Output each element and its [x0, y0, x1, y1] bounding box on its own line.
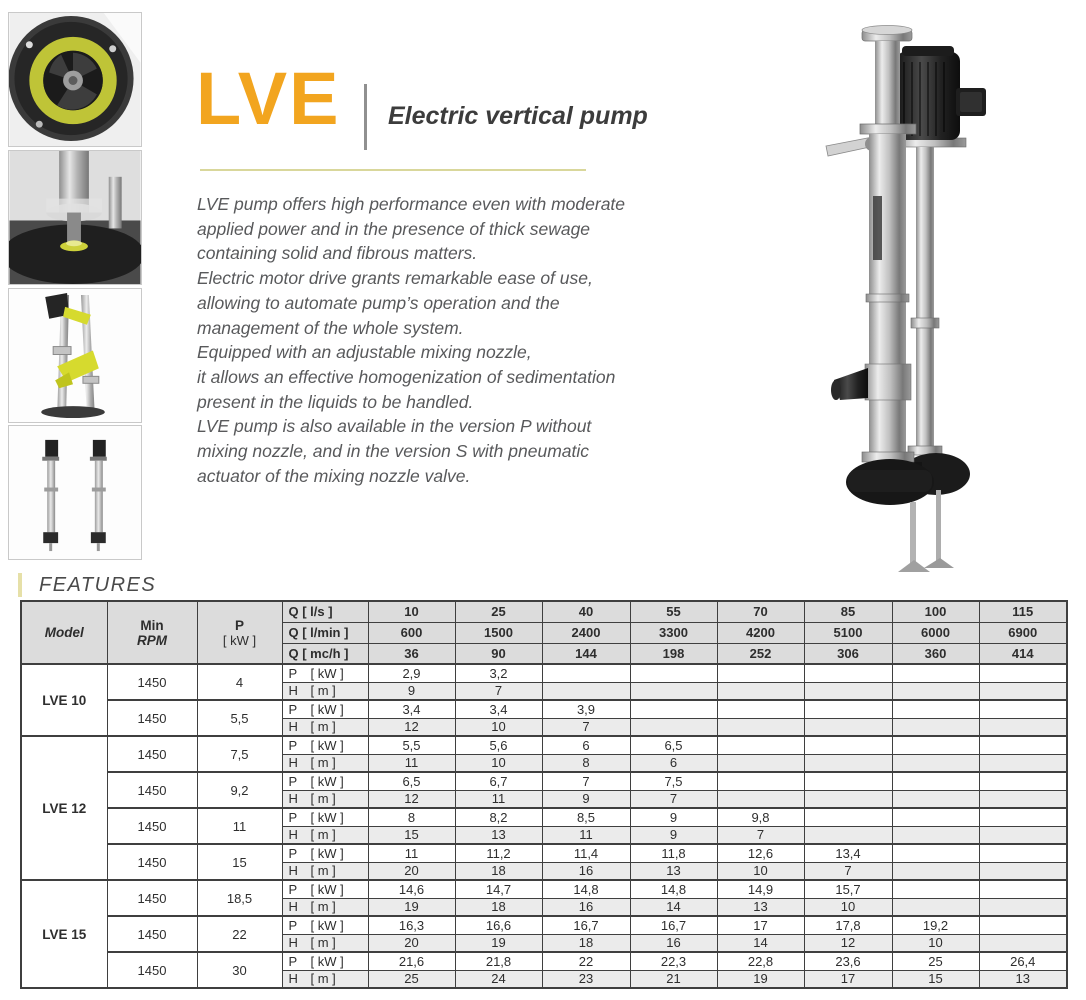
thumbnail-impeller-detail [8, 12, 142, 147]
flow-value-cell: 600 [368, 622, 455, 643]
flow-value-cell: 6000 [892, 622, 979, 643]
head-value-cell: 19 [717, 970, 804, 988]
power-value-cell: 14,8 [542, 880, 630, 898]
power-value-cell [717, 772, 804, 790]
power-value-cell [630, 700, 717, 718]
power-value-cell [892, 664, 979, 682]
power-value-cell: 23,6 [804, 952, 892, 970]
power-value-cell: 5,5 [368, 736, 455, 754]
head-value-cell: 11 [368, 754, 455, 772]
power-value-cell: 14,6 [368, 880, 455, 898]
h-row-label: H [ m ] [282, 718, 368, 736]
pump-product-figure [750, 0, 1086, 580]
power-value-cell [804, 664, 892, 682]
flow-unit-label: Q [ l/s ] [282, 601, 368, 622]
head-value-cell: 16 [542, 898, 630, 916]
head-value-cell: 13 [630, 862, 717, 880]
flow-value-cell: 10 [368, 601, 455, 622]
flow-value-cell: 414 [979, 643, 1067, 664]
flow-value-cell: 100 [892, 601, 979, 622]
head-value-cell [804, 682, 892, 700]
head-value-cell: 16 [630, 934, 717, 952]
power-value-cell: 8,5 [542, 808, 630, 826]
power-value-cell [717, 664, 804, 682]
power-value-cell: 15,7 [804, 880, 892, 898]
head-value-cell: 9 [542, 790, 630, 808]
head-value-cell: 13 [455, 826, 542, 844]
power-value-cell [542, 664, 630, 682]
power-value-cell: 14,8 [630, 880, 717, 898]
shaft-seal-detail-image [9, 151, 141, 284]
rpm-cell: 1450 [107, 664, 197, 700]
description-line: LVE pump is also available in the version P without [197, 416, 592, 437]
description-line: Equipped with an adjustable mixing nozzle, [197, 342, 532, 363]
flow-value-cell: 90 [455, 643, 542, 664]
title-divider-line [200, 169, 586, 171]
model-cell: LVE 10 [21, 664, 107, 736]
power-value-cell [717, 700, 804, 718]
head-value-cell [979, 862, 1067, 880]
h-row-label: H [ m ] [282, 934, 368, 952]
p-row-label: P [ kW ] [282, 880, 368, 898]
head-value-cell: 15 [368, 826, 455, 844]
product-subtitle: Electric vertical pump [388, 102, 648, 130]
head-value-cell: 14 [630, 898, 717, 916]
power-cell: 30 [197, 952, 282, 988]
head-value-cell: 7 [717, 826, 804, 844]
h-row-label: H [ m ] [282, 898, 368, 916]
pump-product-image [750, 0, 1086, 580]
head-value-cell: 17 [804, 970, 892, 988]
power-value-cell: 8,2 [455, 808, 542, 826]
power-value-cell [979, 700, 1067, 718]
head-value-cell [892, 682, 979, 700]
power-value-cell [804, 700, 892, 718]
product-title: LVE [196, 57, 341, 140]
power-value-cell: 11,8 [630, 844, 717, 862]
power-value-cell: 14,7 [455, 880, 542, 898]
rpm-cell: 1450 [107, 880, 197, 916]
power-value-cell: 26,4 [979, 952, 1067, 970]
head-value-cell: 24 [455, 970, 542, 988]
p-row-label: P [ kW ] [282, 952, 368, 970]
pump-versions-image [9, 426, 141, 559]
head-value-cell [630, 682, 717, 700]
head-value-cell: 23 [542, 970, 630, 988]
head-value-cell [979, 754, 1067, 772]
power-value-cell: 17 [717, 916, 804, 934]
power-value-cell [892, 880, 979, 898]
head-value-cell: 14 [717, 934, 804, 952]
head-value-cell: 19 [455, 934, 542, 952]
table-head [21, 601, 1067, 664]
head-value-cell [717, 754, 804, 772]
flow-unit-label: Q [ l/min ] [282, 622, 368, 643]
head-value-cell [542, 682, 630, 700]
power-value-cell: 21,6 [368, 952, 455, 970]
head-value-cell: 10 [892, 934, 979, 952]
head-value-cell [979, 682, 1067, 700]
features-accent-bar [18, 573, 22, 597]
flow-value-cell: 4200 [717, 622, 804, 643]
head-value-cell: 13 [717, 898, 804, 916]
description-line: applied power and in the presence of thick sewage [197, 218, 591, 239]
description-line: mixing nozzle, and in the version S with pneumatic [197, 441, 590, 462]
power-value-cell: 6,5 [368, 772, 455, 790]
performance-table [20, 600, 1068, 989]
features-heading: FEATURES [39, 573, 157, 596]
power-value-cell [979, 664, 1067, 682]
power-value-cell [979, 916, 1067, 934]
power-value-cell [979, 808, 1067, 826]
head-value-cell: 19 [368, 898, 455, 916]
description-line: present in the liquids to be handled. [197, 391, 474, 412]
flow-value-cell: 5100 [804, 622, 892, 643]
rpm-cell: 1450 [107, 700, 197, 736]
head-value-cell [892, 790, 979, 808]
flow-value-cell: 55 [630, 601, 717, 622]
description-line: actuator of the mixing nozzle valve. [197, 465, 471, 486]
flow-value-cell: 85 [804, 601, 892, 622]
model-cell: LVE 15 [21, 880, 107, 988]
power-cell: 7,5 [197, 736, 282, 772]
thumbnail-mixing-nozzle-flow [8, 288, 142, 423]
flow-value-cell: 3300 [630, 622, 717, 643]
head-value-cell [979, 826, 1067, 844]
power-value-cell: 12,6 [717, 844, 804, 862]
table-body [21, 664, 1067, 988]
head-value-cell: 9 [630, 826, 717, 844]
thumbnail-pump-versions [8, 425, 142, 560]
mixing-nozzle-flow-image [9, 289, 141, 422]
flow-unit-label: Q [ mc/h ] [282, 643, 368, 664]
rpm-cell: 1450 [107, 952, 197, 988]
head-value-cell: 8 [542, 754, 630, 772]
head-value-cell [892, 826, 979, 844]
head-value-cell [979, 934, 1067, 952]
power-value-cell [804, 808, 892, 826]
power-value-cell: 14,9 [717, 880, 804, 898]
power-cell: 15 [197, 844, 282, 880]
head-value-cell: 12 [368, 790, 455, 808]
power-value-cell [717, 736, 804, 754]
power-value-cell: 11,4 [542, 844, 630, 862]
flow-value-cell: 1500 [455, 622, 542, 643]
h-row-label: H [ m ] [282, 682, 368, 700]
head-value-cell: 25 [368, 970, 455, 988]
h-row-label: H [ m ] [282, 826, 368, 844]
power-value-cell: 3,9 [542, 700, 630, 718]
head-value-cell: 15 [892, 970, 979, 988]
power-value-cell: 21,8 [455, 952, 542, 970]
p-row-label: P [ kW ] [282, 736, 368, 754]
h-row-label: H [ m ] [282, 970, 368, 988]
power-value-cell: 22 [542, 952, 630, 970]
flow-value-cell: 70 [717, 601, 804, 622]
power-cell: 11 [197, 808, 282, 844]
head-value-cell [892, 898, 979, 916]
power-value-cell: 17,8 [804, 916, 892, 934]
rpm-cell: 1450 [107, 736, 197, 772]
head-value-cell [892, 862, 979, 880]
head-value-cell [892, 718, 979, 736]
p-row-label: P [ kW ] [282, 916, 368, 934]
power-value-cell [979, 880, 1067, 898]
power-value-cell [892, 844, 979, 862]
head-value-cell: 20 [368, 862, 455, 880]
power-value-cell: 11 [368, 844, 455, 862]
p-row-label: P [ kW ] [282, 700, 368, 718]
power-value-cell: 3,4 [368, 700, 455, 718]
power-value-cell: 16,6 [455, 916, 542, 934]
power-value-cell: 5,6 [455, 736, 542, 754]
flow-value-cell: 360 [892, 643, 979, 664]
min-rpm-column-header: Min RPM [107, 601, 197, 664]
power-value-cell: 11,2 [455, 844, 542, 862]
power-value-cell [630, 664, 717, 682]
head-value-cell [717, 718, 804, 736]
power-value-cell [804, 772, 892, 790]
power-value-cell: 6 [542, 736, 630, 754]
head-value-cell: 11 [542, 826, 630, 844]
head-value-cell: 9 [368, 682, 455, 700]
power-value-cell: 7,5 [630, 772, 717, 790]
power-cell: 4 [197, 664, 282, 700]
p-row-label: P [ kW ] [282, 844, 368, 862]
flow-value-cell: 25 [455, 601, 542, 622]
head-value-cell: 6 [630, 754, 717, 772]
description-line: it allows an effective homogenization of sedimentation [197, 366, 616, 387]
power-column-header: P [ kW ] [197, 601, 282, 664]
flow-value-cell: 252 [717, 643, 804, 664]
power-value-cell: 6,7 [455, 772, 542, 790]
power-cell: 9,2 [197, 772, 282, 808]
head-value-cell: 7 [455, 682, 542, 700]
power-value-cell [892, 700, 979, 718]
power-value-cell: 16,3 [368, 916, 455, 934]
power-value-cell: 25 [892, 952, 979, 970]
head-value-cell [979, 898, 1067, 916]
power-value-cell [979, 736, 1067, 754]
h-row-label: H [ m ] [282, 790, 368, 808]
thumbnail-shaft-detail [8, 150, 142, 285]
head-value-cell: 12 [368, 718, 455, 736]
power-value-cell [979, 772, 1067, 790]
power-value-cell: 22,8 [717, 952, 804, 970]
rpm-cell: 1450 [107, 772, 197, 808]
head-value-cell: 7 [804, 862, 892, 880]
flow-value-cell: 144 [542, 643, 630, 664]
head-value-cell: 10 [455, 754, 542, 772]
head-value-cell: 10 [804, 898, 892, 916]
description-line: containing solid and fibrous matters. [197, 243, 478, 264]
power-value-cell: 8 [368, 808, 455, 826]
head-value-cell [804, 790, 892, 808]
power-value-cell [804, 736, 892, 754]
head-value-cell: 13 [979, 970, 1067, 988]
power-value-cell [892, 736, 979, 754]
features-table-wrap [20, 600, 1066, 989]
power-value-cell: 13,4 [804, 844, 892, 862]
h-row-label: H [ m ] [282, 754, 368, 772]
model-cell: LVE 12 [21, 736, 107, 880]
flow-value-cell: 115 [979, 601, 1067, 622]
flow-value-cell: 36 [368, 643, 455, 664]
power-value-cell [979, 844, 1067, 862]
head-value-cell: 18 [455, 862, 542, 880]
head-value-cell: 10 [717, 862, 804, 880]
h-row-label: H [ m ] [282, 862, 368, 880]
features-heading-block [18, 572, 156, 598]
head-value-cell [717, 682, 804, 700]
power-cell: 5,5 [197, 700, 282, 736]
description-line: LVE pump offers high performance even with moderate [197, 194, 626, 214]
rpm-cell: 1450 [107, 844, 197, 880]
p-row-label: P [ kW ] [282, 772, 368, 790]
description-line: management of the whole system. [197, 317, 464, 338]
power-value-cell: 16,7 [542, 916, 630, 934]
rpm-cell: 1450 [107, 916, 197, 952]
head-value-cell [717, 790, 804, 808]
head-value-cell: 12 [804, 934, 892, 952]
head-value-cell [979, 790, 1067, 808]
head-value-cell: 20 [368, 934, 455, 952]
power-cell: 18,5 [197, 880, 282, 916]
head-value-cell [804, 754, 892, 772]
power-value-cell: 9,8 [717, 808, 804, 826]
flow-value-cell: 6900 [979, 622, 1067, 643]
power-value-cell: 3,2 [455, 664, 542, 682]
p-row-label: P [ kW ] [282, 808, 368, 826]
head-value-cell [804, 718, 892, 736]
description-line: allowing to automate pump’s operation and the [197, 292, 560, 313]
head-value-cell: 10 [455, 718, 542, 736]
power-value-cell: 7 [542, 772, 630, 790]
power-value-cell: 2,9 [368, 664, 455, 682]
p-row-label: P [ kW ] [282, 664, 368, 682]
head-value-cell: 18 [542, 934, 630, 952]
description-line: Electric motor drive grants remarkable ease of use, [197, 268, 593, 289]
head-value-cell: 21 [630, 970, 717, 988]
head-value-cell: 16 [542, 862, 630, 880]
rpm-cell: 1450 [107, 808, 197, 844]
head-value-cell [630, 718, 717, 736]
flow-value-cell: 40 [542, 601, 630, 622]
head-value-cell: 11 [455, 790, 542, 808]
head-value-cell [979, 718, 1067, 736]
power-value-cell: 22,3 [630, 952, 717, 970]
power-value-cell: 6,5 [630, 736, 717, 754]
product-description [197, 192, 657, 488]
head-value-cell: 7 [542, 718, 630, 736]
power-value-cell: 3,4 [455, 700, 542, 718]
head-value-cell [892, 754, 979, 772]
title-separator [364, 84, 367, 150]
power-value-cell: 9 [630, 808, 717, 826]
power-value-cell [892, 808, 979, 826]
flow-value-cell: 306 [804, 643, 892, 664]
head-value-cell: 18 [455, 898, 542, 916]
head-value-cell: 7 [630, 790, 717, 808]
power-cell: 22 [197, 916, 282, 952]
impeller-detail-image [9, 13, 141, 146]
flow-value-cell: 2400 [542, 622, 630, 643]
power-value-cell [892, 772, 979, 790]
model-column-header: Model [21, 601, 107, 664]
power-value-cell: 16,7 [630, 916, 717, 934]
power-value-cell: 19,2 [892, 916, 979, 934]
head-value-cell [804, 826, 892, 844]
flow-value-cell: 198 [630, 643, 717, 664]
